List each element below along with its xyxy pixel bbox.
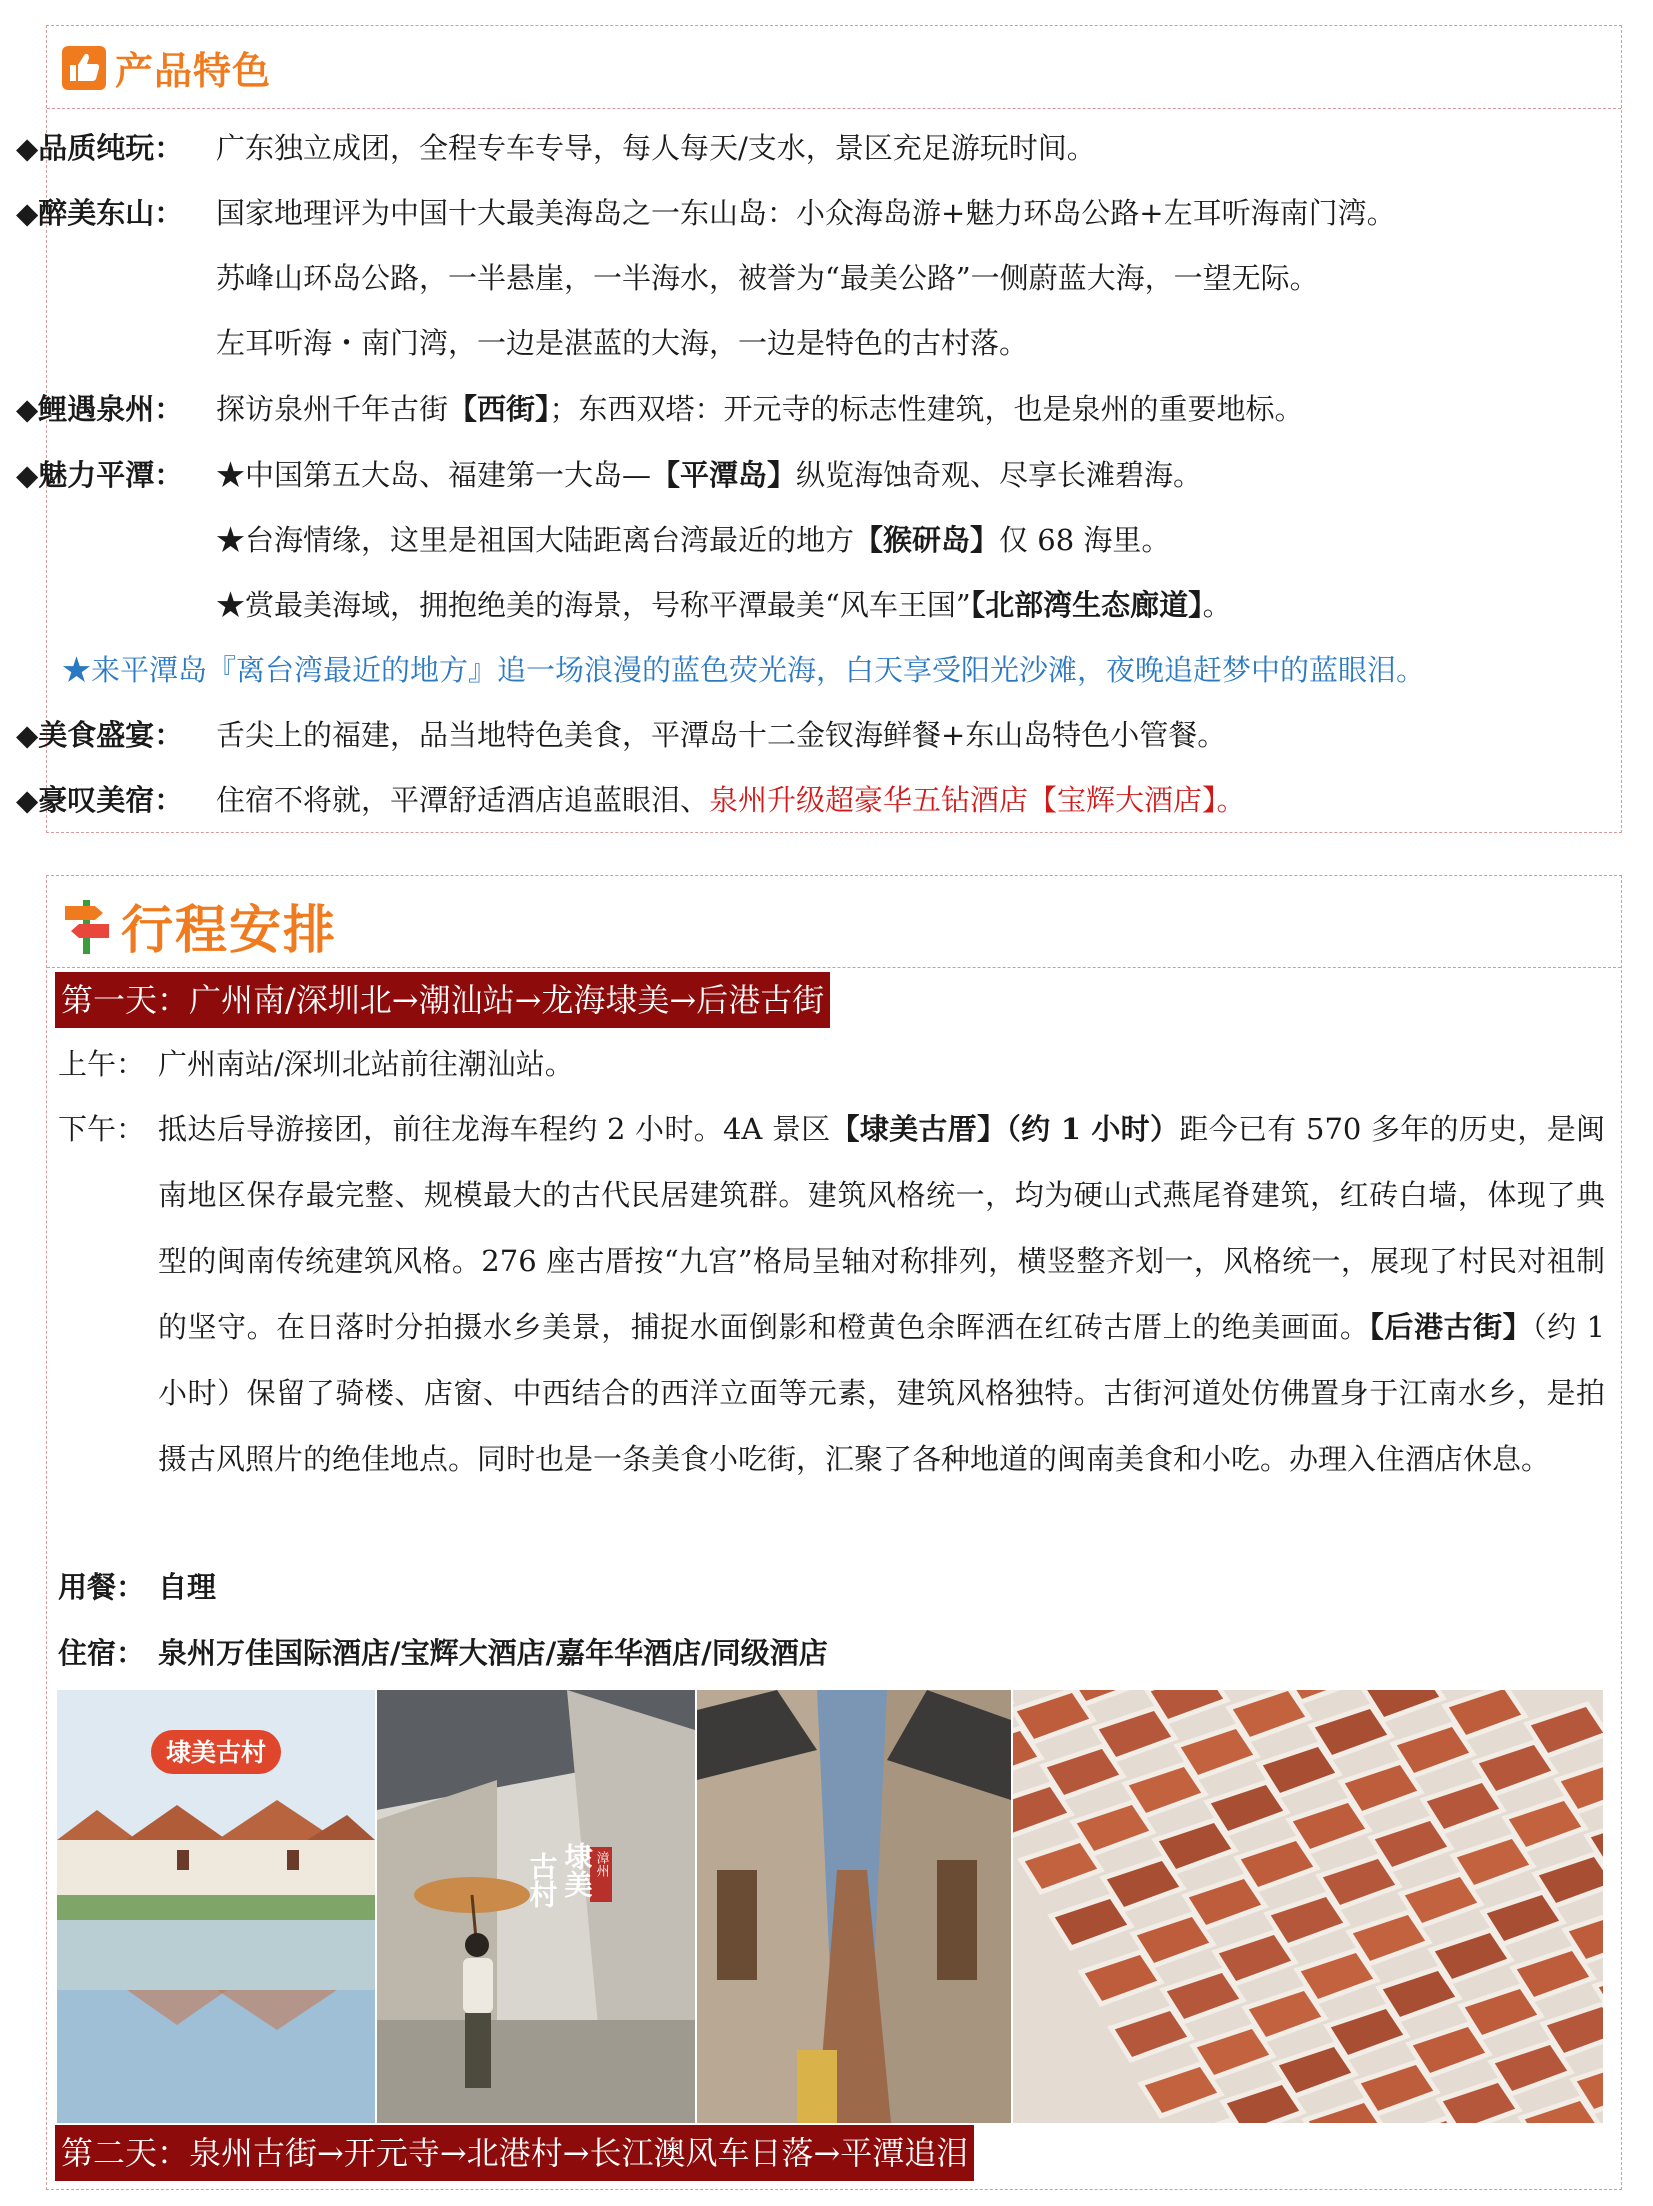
stay-text: 泉州万佳国际酒店/宝辉大酒店/嘉年华酒店/同级酒店 — [158, 1636, 828, 1670]
text-part: ★中国第五大岛、福建第一大岛— — [216, 458, 652, 492]
text-part: 仅 68 海里。 — [999, 523, 1171, 557]
feature-quality — [16, 129, 216, 167]
photo-sign-big: 埭美 — [560, 1842, 594, 1898]
feature-label: ◆品质纯玩： — [16, 131, 184, 165]
meal-row — [58, 1566, 216, 1608]
feature-hotel — [16, 781, 216, 819]
text-part: ★赏最美海域，拥抱绝美的海景，号称平潭最美“风车王国” — [216, 588, 971, 622]
text-part: 。 — [1202, 588, 1232, 622]
day2-header: 第二天：泉州古街→开元寺→北港村→长江澳风车日落→平潭追泪 — [55, 2125, 974, 2181]
highlight: 【北部湾生态廊道】 — [970, 588, 1203, 622]
text-part: 。 — [1216, 783, 1246, 817]
feature-blue-line: ★来平潭岛『离台湾最近的地方』追一场浪漫的蓝色荧光海，白天享受阳光沙滩，夜晚追赶梦中的蓝眼泪。 — [62, 653, 1426, 687]
features-header — [61, 40, 271, 95]
photo-girl-umbrella — [377, 1690, 695, 2123]
feature-text: 国家地理评为中国十大最美海岛之一东山岛：小众海岛游+魅力环岛公路+左耳听海南门湾。 — [216, 196, 1396, 230]
photo-village-pond — [57, 1690, 375, 2123]
morning-text: 广州南站/深圳北站前往潮汕站。 — [158, 1047, 574, 1081]
feature-text — [216, 521, 1170, 559]
meal-label: 用餐： — [58, 1570, 146, 1604]
morning-row — [58, 1043, 574, 1085]
text-part: ；东西双塔：开元寺的标志性建筑，也是泉州的重要地标。 — [549, 392, 1304, 426]
feature-text: 广东独立成团，全程专车专导，每人每天/支水，景区充足游玩时间。 — [216, 131, 1096, 165]
text-part: 纵览海蚀奇观、尽享长滩碧海。 — [796, 458, 1203, 492]
feature-text — [216, 781, 1246, 819]
feature-label: ◆豪叹美宿： — [16, 783, 184, 817]
feature-text: 左耳听海・南门湾，一边是湛蓝的大海，一边是特色的古村落。 — [216, 326, 1029, 360]
highlight: 【埭美古厝】（约 1 小时） — [830, 1112, 1180, 1146]
itinerary-title: 行程安排 — [121, 901, 338, 961]
thumbs-up-icon — [61, 45, 107, 91]
highlight: 【平潭岛】 — [651, 458, 797, 492]
feature-label: ◆鲤遇泉州： — [16, 392, 184, 426]
highlight: 【猴研岛】 — [854, 523, 1000, 557]
photo-old-street — [697, 1690, 1011, 2123]
morning-label: 上午： — [58, 1047, 146, 1081]
features-title: 产品特色 — [115, 49, 272, 93]
itinerary-header — [61, 888, 337, 963]
signpost-icon — [61, 896, 113, 956]
feature-text — [216, 390, 1304, 428]
feature-text — [216, 456, 1202, 494]
roofs-illustration — [1013, 1690, 1603, 2123]
feature-quanzhou — [16, 390, 216, 428]
hotel-highlight: 泉州升级超豪华五钻酒店【宝辉大酒店】 — [709, 783, 1217, 817]
text-part: 抵达后导游接团，前往龙海车程约 2 小时。4A 景区 — [158, 1112, 831, 1146]
photo-sign-big2: 古村 — [525, 1852, 559, 1908]
feature-text: 舌尖上的福建，品当地特色美食，平潭岛十二金钗海鲜餐+东山岛特色小管餐。 — [216, 718, 1227, 752]
feature-pingtan — [16, 456, 216, 494]
photo-sign-small: 漳州 — [593, 1851, 609, 1877]
text-part: （约 1 小时）保留了骑楼、店窗、中西结合的西洋立面等元素，建筑风格独特。古街河道处仿佛置身于江南水乡，是拍摄古风照片的绝佳地点。同时也是一条美食小吃街，汇聚了各种地道的闽南美食和小吃。办理入住酒店休息。 — [158, 1310, 1605, 1476]
text-part: 住宿不将就，平潭舒适酒店追蓝眼泪、 — [216, 783, 710, 817]
text-part: ★台海情缘，这里是祖国大陆距离台湾最近的地方 — [216, 523, 855, 557]
meal-text: 自理 — [158, 1570, 217, 1604]
stay-row — [58, 1632, 828, 1674]
divider — [47, 967, 1621, 968]
feature-label: ◆美食盛宴： — [16, 718, 184, 752]
photo-tag: 埭美古村 — [165, 1738, 267, 1767]
divider — [47, 108, 1621, 109]
photo-aerial-roofs — [1013, 1690, 1603, 2123]
day1-header: 第一天：广州南/深圳北→潮汕站→龙海埭美→后港古街 — [55, 972, 830, 1028]
text-part: 探访泉州千年古街 — [216, 392, 449, 426]
highlight: 【西街】 — [448, 392, 550, 426]
highlight: 【后港古街】 — [1369, 1310, 1533, 1344]
afternoon-text — [158, 1096, 1605, 1492]
feature-label: ◆醉美东山： — [16, 196, 184, 230]
text-part: 距今已有 570 多年的历史，是闽南地区保存最完整、规模最大的古代民居建筑群。建筑风格统一，均为硬山式燕尾脊建筑，红砖白墙，体现了典型的闽南传统建筑风格。276 座古厝按“九宫”格局呈轴对称排列，横竖整齐划一，风格统一，展现了村民对祖制的坚守。在日落时分拍摄水乡美景，捕捉水面倒影和橙黄色余晖洒在红砖古厝上的绝美画面。 — [158, 1112, 1606, 1344]
stay-label: 住宿： — [58, 1636, 146, 1670]
feature-label: ◆魅力平潭： — [16, 458, 184, 492]
feature-food — [16, 716, 216, 754]
afternoon-label: 下午： — [58, 1112, 146, 1146]
feature-text — [216, 586, 1232, 624]
feature-dongshan — [16, 194, 216, 232]
feature-text: 苏峰山环岛公路，一半悬崖，一半海水，被誉为“最美公路”一侧蔚蓝大海，一望无际。 — [216, 261, 1319, 295]
